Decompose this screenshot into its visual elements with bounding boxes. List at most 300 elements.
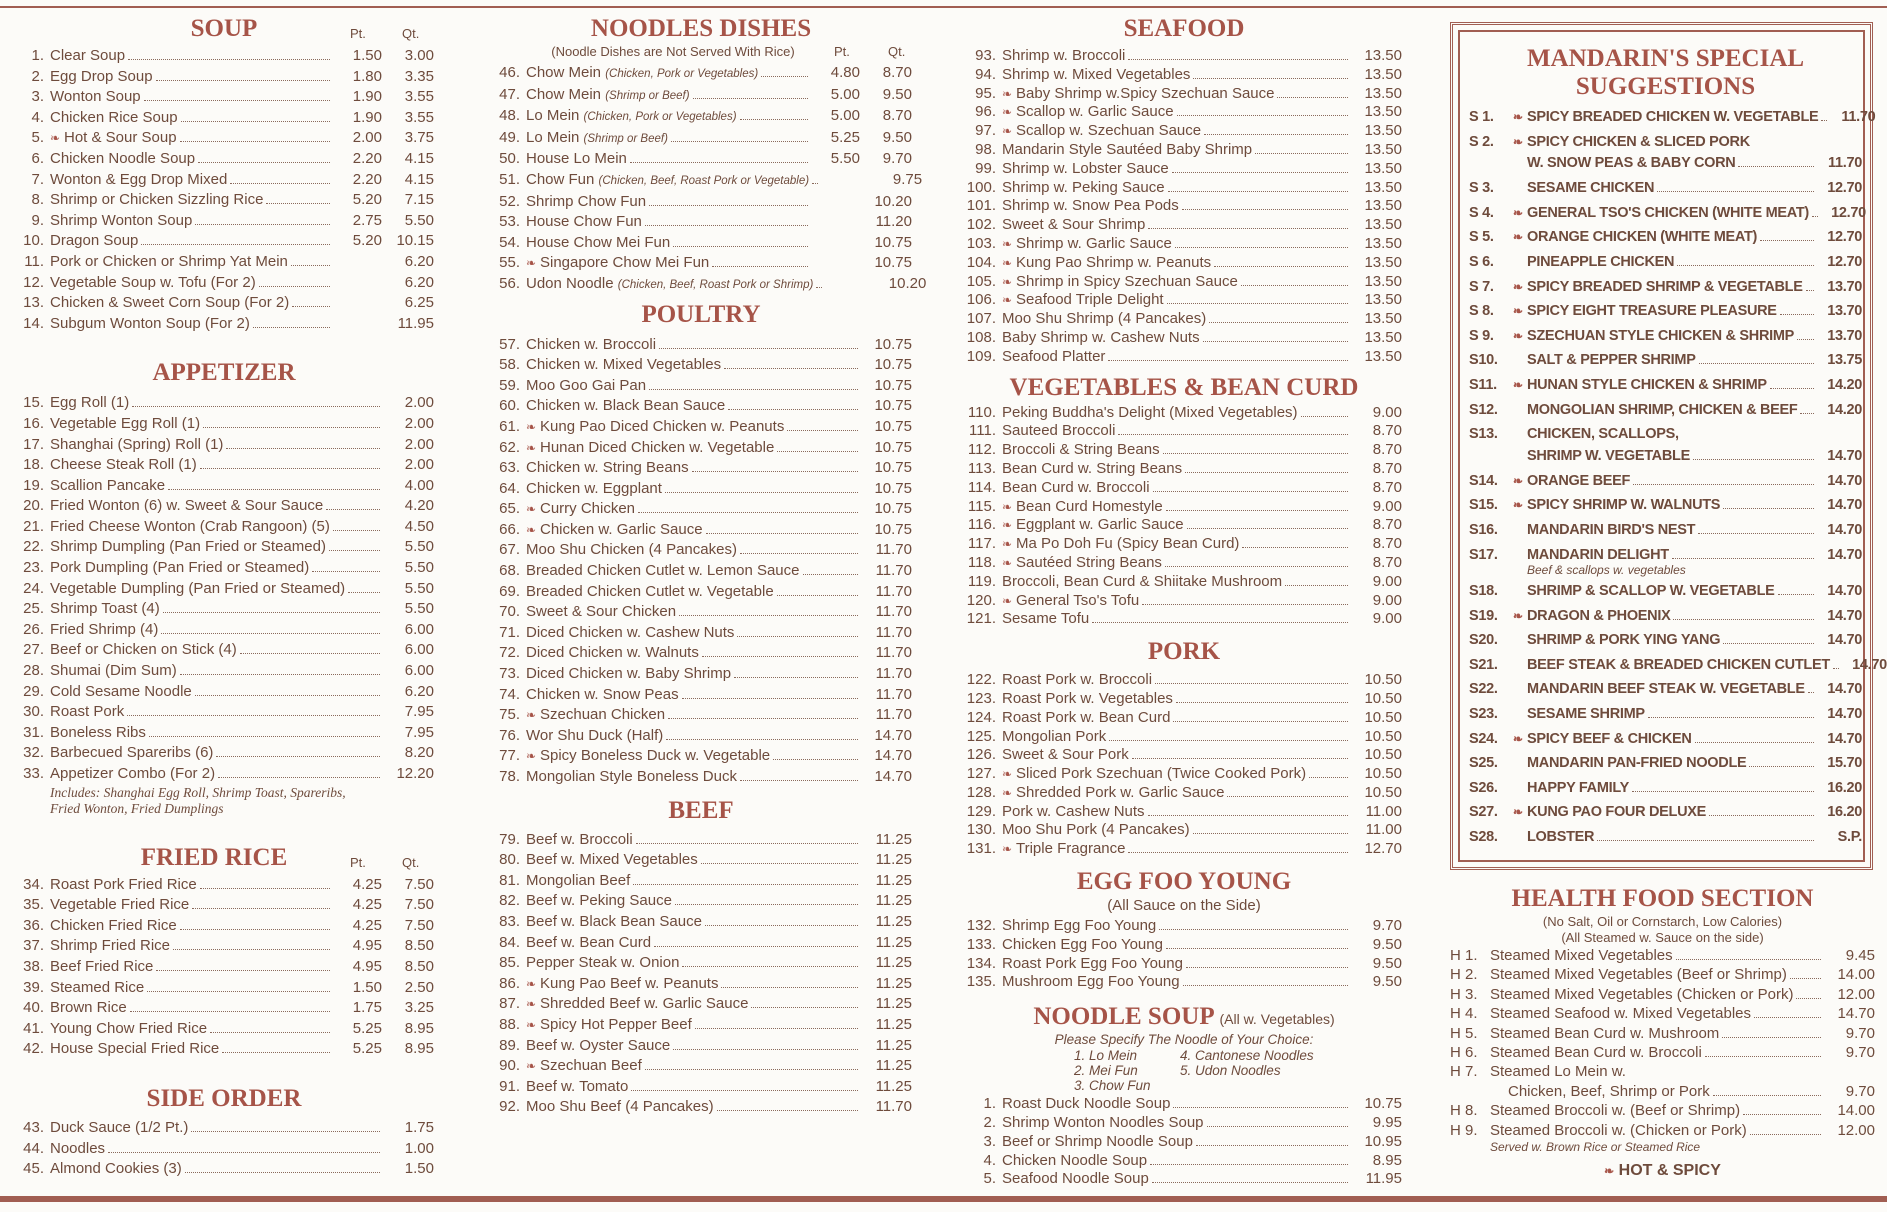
item-name — [526, 643, 699, 664]
item-name: KUNG PAO FOUR DELUXE — [1527, 804, 1707, 821]
item-number: 7. — [31, 170, 44, 188]
menu-item — [966, 765, 1402, 784]
item-name-text: Vegetable Egg Roll (1) — [50, 414, 201, 432]
price: 13.70 — [1827, 278, 1862, 295]
item-name-text: Shrimp Wonton Noodles Soup — [1002, 1114, 1204, 1132]
menu-item — [966, 535, 1402, 554]
price-pint: 5.00 — [830, 107, 860, 125]
dot-leader — [326, 509, 380, 510]
dot-leader — [230, 183, 330, 184]
menu-item — [966, 85, 1402, 104]
item-number: 113. — [967, 459, 996, 477]
menu-item — [966, 917, 1402, 936]
hot-spicy-icon: ❧ — [1513, 205, 1523, 220]
menu-item — [490, 602, 912, 623]
item-name — [1002, 441, 1160, 460]
menu-item — [966, 122, 1402, 141]
item-name — [50, 998, 127, 1019]
menu-item — [14, 998, 434, 1019]
menu-item — [490, 994, 912, 1015]
item-number: 108. — [966, 328, 996, 346]
item-name-text: Breaded Chicken Cutlet w. Vegetable — [526, 582, 774, 600]
price: 7.95 — [404, 723, 434, 741]
item-note: Beef & scallops w. vegetables — [1527, 563, 1686, 578]
item-number: 19. — [23, 476, 44, 494]
price-quart: 7.50 — [404, 875, 434, 893]
item-name-text: Barbecued Spareribs (6) — [50, 744, 214, 762]
hot-spicy-icon: ❧ — [1513, 230, 1523, 245]
item-name-text: Chicken Noodle Soup — [1002, 1151, 1148, 1169]
dot-leader — [1207, 1126, 1348, 1127]
item-name-text: Sweet & Sour Shrimp — [1002, 216, 1146, 234]
price-quart: 3.35 — [404, 67, 434, 85]
dot-leader — [127, 715, 380, 716]
noodle-soup-title-small: (All w. Vegetables) — [1219, 1011, 1335, 1028]
item-number: 110. — [967, 403, 996, 421]
dot-leader — [673, 246, 808, 247]
menu-item — [966, 592, 1402, 611]
item-name — [50, 599, 160, 620]
price: 11.70 — [875, 582, 912, 600]
item-note: (Shrimp or Beef) — [583, 132, 668, 145]
menu-item — [490, 623, 912, 644]
price-pint: 5.25 — [830, 128, 860, 146]
hot-spicy-icon: ❧ — [1513, 110, 1523, 124]
item-name — [1002, 216, 1145, 235]
item-name-text: Peking Buddha's Delight (Mixed Vegetables) — [1002, 403, 1298, 421]
noodles-header — [490, 14, 912, 44]
special-item — [1469, 398, 1862, 423]
item-number: 23. — [23, 559, 44, 577]
price: 14.20 — [1827, 401, 1862, 418]
price: 10.75 — [1364, 1095, 1402, 1113]
item-name-text: Roast Pork — [50, 703, 125, 721]
dot-leader — [701, 863, 858, 864]
dot-leader — [1709, 815, 1814, 816]
item-name — [540, 705, 665, 726]
item-name: Steamed Broccoli w. (Chicken or Pork) — [1490, 1121, 1747, 1139]
item-name-text: Appetizer Combo (For 2) — [50, 765, 216, 782]
price-pint: 1.80 — [352, 67, 382, 85]
item-name — [50, 108, 178, 129]
menu-item — [966, 573, 1402, 592]
item-name-text: Shrimp w. Peking Sauce — [1002, 178, 1165, 196]
item-name-text: Young Chow Fried Rice — [50, 1019, 208, 1037]
item-number: 47. — [499, 85, 520, 103]
item-name — [1002, 746, 1129, 765]
dot-leader — [1277, 97, 1348, 98]
price: 13.50 — [1364, 216, 1402, 234]
item-number: 104. — [966, 253, 996, 271]
dot-leader — [180, 674, 380, 675]
menu-item — [490, 850, 912, 871]
price: 10.75 — [874, 417, 912, 435]
special-item — [1469, 324, 1862, 349]
price: 11.70 — [875, 706, 912, 724]
health-item — [1450, 1062, 1875, 1081]
hot-spicy-icon: ❧ — [526, 256, 537, 271]
item-name-text: Vegetable Soup w. Tofu (For 2) — [50, 273, 256, 291]
item-name: MANDARIN BIRD'S NEST — [1527, 521, 1696, 538]
item-name — [1002, 66, 1190, 85]
item-name: PINEAPPLE CHICKEN — [1527, 253, 1675, 270]
price: 14.00 — [1837, 1102, 1875, 1120]
menu-item — [966, 460, 1402, 479]
dot-leader — [734, 677, 858, 678]
price: 14.70 — [874, 747, 912, 765]
price: 5.50 — [404, 538, 434, 556]
dot-leader — [312, 571, 380, 572]
health-note-1: (No Salt, Oil or Cornstarch, Low Calories) — [1542, 914, 1783, 929]
item-number: 30. — [23, 703, 44, 721]
item-note: (Chicken, Beef, Roast Pork or Shrimp) — [617, 278, 814, 291]
menu-item — [14, 537, 434, 558]
item-name-text: Moo Shu Pork (4 Pancakes) — [1002, 821, 1190, 839]
item-name-text: Sauteed Broccoli — [1002, 422, 1116, 440]
item-number: 9. — [31, 211, 44, 229]
item-name — [540, 1015, 692, 1036]
dot-leader — [266, 203, 330, 204]
price: 9.70 — [1845, 1082, 1875, 1100]
item-name-text: Pepper Steak w. Onion — [526, 954, 680, 972]
item-number: 31. — [23, 723, 44, 741]
item-number: 62. — [499, 438, 520, 456]
menu-item — [966, 784, 1402, 803]
item-name-text: Udon Noodle — [526, 274, 614, 292]
dot-leader — [1132, 758, 1348, 759]
menu-item — [966, 103, 1402, 122]
item-name-text: Chicken w. Black Bean Sauce — [526, 397, 726, 415]
item-number: 72. — [499, 644, 520, 662]
item-name-text: Sweet & Sour Pork — [1002, 746, 1129, 764]
item-number: 4. — [31, 108, 44, 126]
section-egg-foo-young — [966, 867, 1402, 992]
poultry-header — [490, 300, 912, 330]
item-name — [526, 623, 734, 644]
menu-item — [490, 871, 912, 892]
item-name-text: Sesame Tofu — [1002, 610, 1090, 628]
hot-spicy-label: HOT & SPICY — [1618, 1162, 1721, 1180]
menu-item — [490, 582, 912, 603]
price: 2.00 — [404, 394, 434, 412]
item-name — [1002, 671, 1152, 690]
price: 13.50 — [1364, 291, 1402, 309]
item-number: S16. — [1469, 521, 1498, 538]
item-name — [526, 912, 702, 933]
menu-item — [14, 916, 434, 937]
item-number: 97. — [975, 122, 996, 140]
item-name-text: Triple Fragrance — [1016, 840, 1126, 858]
menu-item — [966, 709, 1402, 728]
item-number: 5. — [983, 1170, 996, 1188]
item-number: S21. — [1469, 656, 1498, 673]
item-name-line2: SHRIMP W. VEGETABLE — [1527, 447, 1690, 464]
dot-leader — [185, 1172, 380, 1173]
item-number: 42. — [23, 1040, 44, 1058]
price: 12.70 — [1364, 840, 1402, 858]
price: 1.50 — [404, 1160, 434, 1178]
dot-leader — [666, 739, 858, 740]
price: 10.50 — [1364, 689, 1402, 707]
menu-item — [490, 170, 923, 192]
dot-leader — [226, 448, 380, 449]
item-name — [50, 682, 192, 703]
dot-leader — [693, 98, 808, 99]
dot-leader — [712, 266, 808, 267]
item-name-text: Kung Pao Beef w. Peanuts — [540, 974, 719, 992]
item-name: MANDARIN DELIGHT — [1527, 546, 1669, 563]
item-number: 119. — [967, 572, 996, 590]
price: 12.70 — [1827, 180, 1862, 197]
price-pint: 4.25 — [352, 896, 382, 914]
item-number: 24. — [23, 579, 44, 597]
item-name-text: Beef w. Broccoli — [526, 830, 633, 848]
item-number: 44. — [23, 1139, 44, 1157]
item-name — [526, 1036, 670, 1057]
item-name-text: Shrimp Toast (4) — [50, 600, 160, 618]
item-number: H 4. — [1450, 1005, 1478, 1023]
item-number: 38. — [23, 957, 44, 975]
item-name — [1002, 1114, 1204, 1133]
dot-leader — [1168, 191, 1348, 192]
price-pint: 5.20 — [352, 191, 382, 209]
item-number: 85. — [499, 954, 520, 972]
hot-spicy-icon: ❧ — [1002, 86, 1013, 101]
special-item — [1469, 727, 1862, 752]
price-quart: 9.75 — [892, 170, 923, 188]
price: 4.00 — [404, 476, 434, 494]
special-item-line2 — [1469, 447, 1862, 465]
price-pint: 4.95 — [352, 957, 382, 975]
dot-leader — [1750, 1134, 1821, 1135]
dot-leader — [130, 1011, 330, 1012]
dot-leader — [631, 1090, 858, 1091]
item-number: 70. — [499, 603, 520, 621]
item-name-text: Seafood Triple Delight — [1016, 291, 1164, 309]
price: 9.70 — [1372, 917, 1402, 935]
price-quart: 3.00 — [404, 47, 434, 64]
item-name-text: Shrimp in Spicy Szechuan Sauce — [1016, 272, 1238, 290]
price-quart: 3.75 — [404, 129, 434, 147]
item-number: 51. — [499, 170, 520, 188]
health-item — [1450, 1004, 1875, 1023]
menu-item — [490, 63, 912, 85]
appetizer-header — [14, 358, 434, 388]
price-quart: 10.75 — [874, 254, 912, 272]
dot-leader — [740, 780, 858, 781]
item-name — [526, 335, 656, 356]
beef-list — [490, 830, 912, 1118]
item-number: 16. — [23, 414, 44, 432]
menu-item — [490, 212, 912, 233]
item-name-text: Beef or Chicken on Stick (4) — [50, 641, 237, 659]
special-item — [1469, 518, 1862, 543]
item-number: S 8. — [1469, 303, 1494, 320]
price: 10.75 — [874, 459, 912, 477]
dot-leader — [1770, 388, 1814, 389]
item-number: 29. — [23, 682, 44, 700]
item-number: 11. — [24, 252, 44, 270]
dot-leader — [816, 287, 822, 288]
price-quart: 7.50 — [404, 916, 434, 934]
item-name — [50, 170, 227, 191]
price-quart: 3.55 — [404, 88, 434, 106]
price-pint: 4.95 — [352, 937, 382, 955]
hot-spicy-icon: ❧ — [526, 708, 537, 723]
item-number: S 7. — [1469, 278, 1494, 295]
item-name-text: Chicken w. Snow Peas — [526, 685, 679, 703]
menu-item — [14, 661, 434, 682]
item-number: 102. — [966, 216, 996, 234]
dot-leader — [705, 925, 858, 926]
health-title: HEALTH FOOD SECTION — [1511, 885, 1814, 912]
menu-item — [14, 743, 434, 764]
dot-leader — [1301, 416, 1348, 417]
item-number: 77. — [499, 747, 520, 765]
side-order-title: SIDE ORDER — [146, 1084, 302, 1112]
item-name-text: Eggplant w. Garlic Sauce — [1016, 516, 1184, 534]
price-quart: 9.50 — [882, 128, 912, 146]
dot-leader — [149, 736, 380, 737]
menu-item — [490, 685, 912, 706]
menu-item — [490, 561, 912, 582]
item-name-text: Lo Mein — [526, 107, 580, 125]
dot-leader — [777, 595, 858, 596]
hot-spicy-icon: ❧ — [1002, 274, 1013, 289]
price-quart: 8.95 — [404, 1019, 434, 1037]
appetizer-includes-1: Includes: Shanghai Egg Roll, Shrimp Toast, Spareribs, — [50, 784, 346, 800]
item-name — [1016, 291, 1164, 310]
price-pint: 1.90 — [352, 108, 382, 126]
menu-item — [490, 746, 912, 767]
price: 8.70 — [1372, 553, 1402, 571]
item-name-text: Pork or Chicken or Shrimp Yat Mein — [50, 252, 288, 270]
item-name — [526, 830, 633, 851]
item-number: 106. — [966, 291, 996, 309]
item-number: 1. — [983, 1095, 996, 1113]
price: 11.70 — [875, 623, 912, 641]
menu-item — [490, 705, 912, 726]
menu-item — [966, 348, 1402, 367]
price: 12.00 — [1837, 985, 1875, 1003]
noodles-qt-header: Qt. — [888, 44, 906, 59]
price: 5.50 — [404, 579, 434, 597]
item-name — [526, 376, 646, 397]
item-name — [526, 233, 670, 254]
item-name — [50, 978, 144, 999]
price-quart: 11.20 — [875, 213, 912, 231]
item-name-text: Shrimp Wonton Soup — [50, 211, 193, 229]
item-name-text: Egg Drop Soup — [50, 67, 153, 85]
price: 13.50 — [1364, 178, 1402, 196]
price: 11.70 — [875, 541, 912, 559]
price: 11.25 — [875, 954, 912, 972]
dot-leader — [1203, 341, 1348, 342]
menu-item — [966, 1152, 1402, 1171]
item-note: (Chicken, Beef, Roast Pork or Vegetable) — [598, 174, 810, 187]
item-name — [1002, 460, 1182, 479]
item-number: 135. — [966, 973, 996, 991]
item-number: 83. — [499, 912, 520, 930]
dot-leader — [1695, 742, 1814, 743]
price-quart: 3.25 — [404, 999, 434, 1017]
price-quart: 6.25 — [404, 294, 434, 312]
item-name — [540, 974, 718, 995]
dot-leader — [333, 530, 380, 531]
dot-leader — [740, 553, 858, 554]
dot-leader — [675, 904, 858, 905]
section-soup — [14, 14, 434, 334]
menu-item — [490, 643, 912, 664]
price: 13.75 — [1827, 352, 1862, 369]
column-2 — [490, 14, 927, 1118]
item-number: 122. — [966, 671, 996, 689]
dot-leader — [132, 406, 380, 407]
item-name: SHRIMP & PORK YING YANG — [1527, 632, 1721, 649]
noodles-pt-header: Pt. — [834, 44, 850, 59]
hot-spicy-icon: ❧ — [1002, 236, 1013, 251]
menu-item — [14, 558, 434, 579]
item-name-text: Shrimp w. Lobster Sauce — [1002, 159, 1169, 177]
price: 13.50 — [1364, 347, 1402, 365]
item-name — [50, 1039, 219, 1060]
menu-item — [14, 293, 434, 314]
dot-leader — [671, 141, 808, 142]
item-number: S24. — [1469, 730, 1498, 747]
item-number: 12. — [23, 273, 44, 291]
dot-leader — [673, 1049, 858, 1050]
dot-leader — [1148, 815, 1348, 816]
price: 12.70 — [1827, 253, 1862, 270]
menu-item — [966, 160, 1402, 179]
poultry-title: POULTRY — [641, 300, 761, 328]
item-number: 128. — [966, 783, 996, 801]
item-name — [526, 396, 725, 417]
item-name — [50, 537, 326, 558]
item-name-text: Vegetable Dumpling (Pan Fried or Steamed) — [50, 579, 346, 597]
price: 10.75 — [874, 356, 912, 374]
price: 10.50 — [1364, 708, 1402, 726]
hot-spicy-icon: ❧ — [1002, 593, 1013, 608]
item-name — [526, 479, 662, 500]
dot-leader — [1109, 740, 1348, 741]
item-name — [50, 273, 256, 294]
item-name: Steamed Bean Curd w. Broccoli — [1490, 1044, 1702, 1062]
item-name — [50, 723, 146, 744]
item-name — [526, 561, 800, 582]
menu-item — [490, 396, 912, 417]
item-name-text: Beef w. Bean Curd — [526, 933, 652, 951]
price: 13.70 — [1827, 303, 1862, 320]
price-quart: 9.70 — [882, 150, 912, 168]
item-name — [526, 170, 809, 192]
item-number: S 3. — [1469, 180, 1494, 197]
bottom-rule — [0, 1196, 1887, 1202]
dot-leader — [163, 612, 380, 613]
item-number: 93. — [975, 47, 996, 64]
item-name-text: Shrimp w. Mixed Vegetables — [1002, 65, 1191, 83]
price: 14.70 — [1827, 521, 1862, 538]
price: 10.75 — [874, 520, 912, 538]
item-name — [50, 620, 158, 641]
dot-leader — [192, 908, 330, 909]
hot-spicy-icon: ❧ — [1002, 293, 1013, 308]
dot-leader — [638, 512, 858, 513]
item-name — [50, 1118, 188, 1139]
dot-leader — [1778, 594, 1815, 595]
item-name: Steamed Mixed Vegetables (Beef or Shrimp) — [1490, 966, 1787, 984]
price: 13.50 — [1364, 197, 1402, 215]
